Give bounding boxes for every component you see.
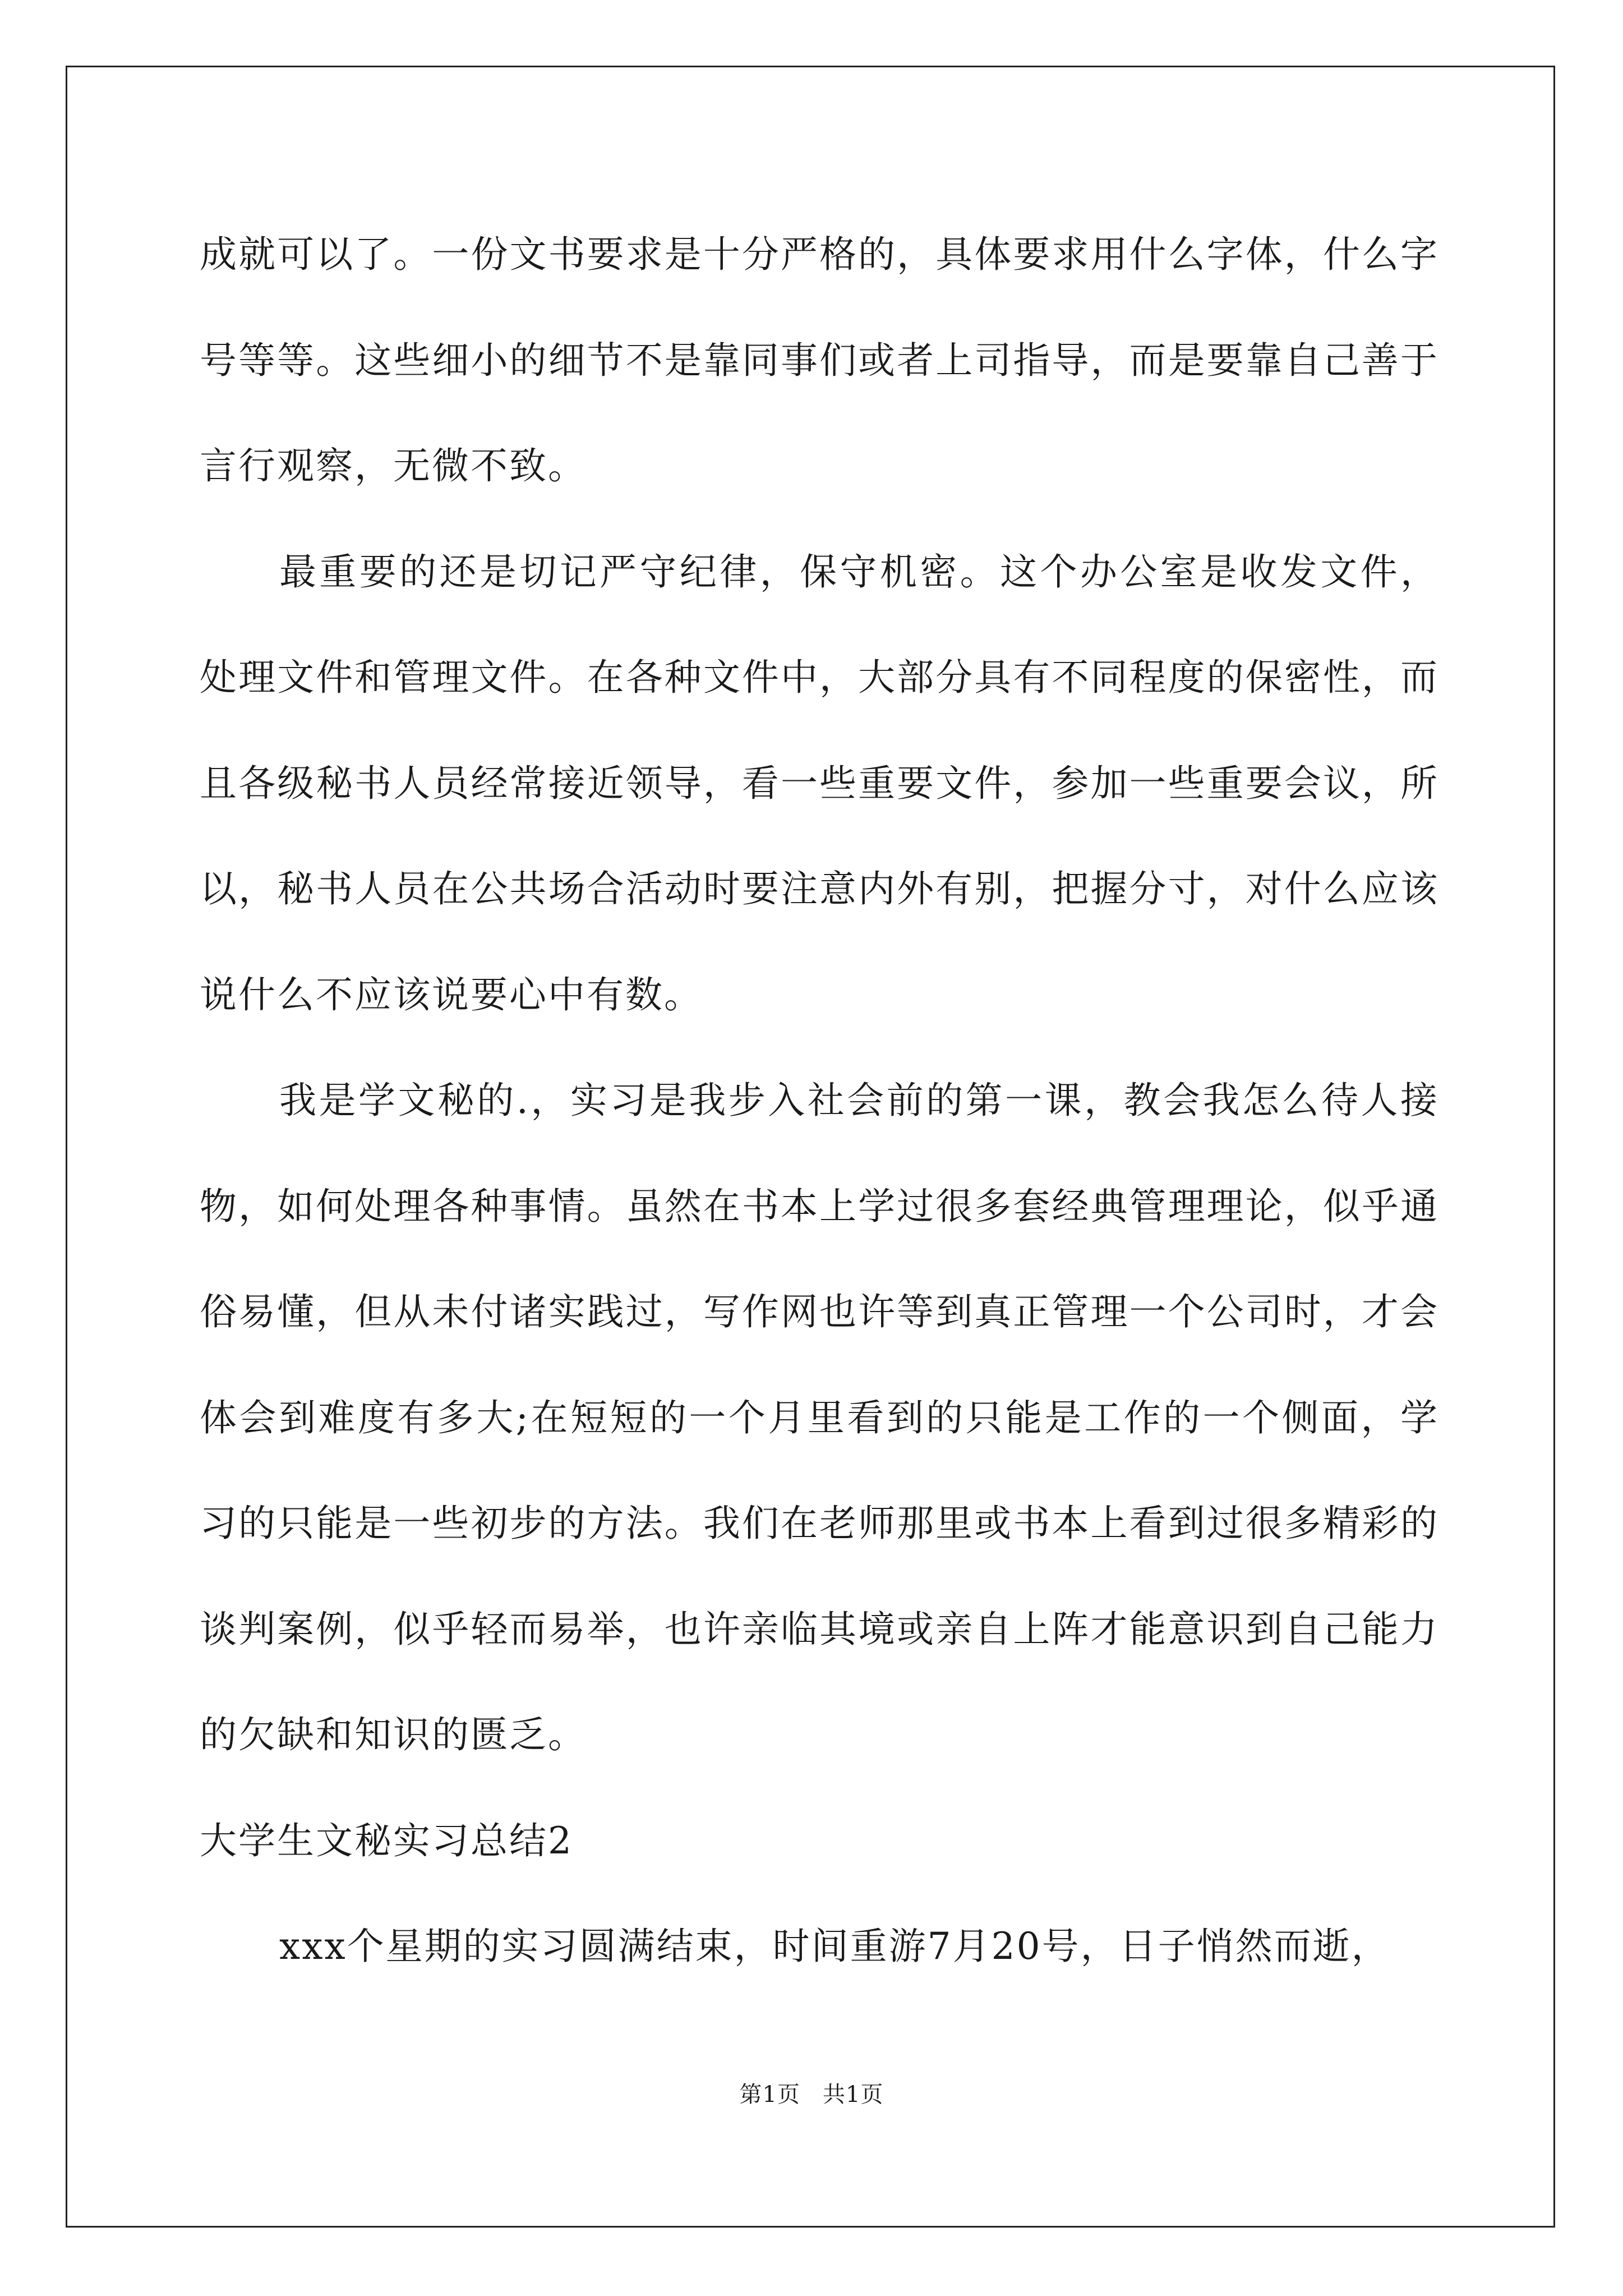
paragraph-internship-reflection: 我是学文秘的.，实习是我步入社会前的第一课，教会我怎么待人接物，如何处理各种事情。虽然在书本上学过很多套经典管理理论，似乎通俗易懂，但从未付诸实践过，写作网也许等到真正管理一个公司时，才会体会到难度有多大;在短短的一个月里看到的只能是工作的一个侧面，学习的只能是一些初步的方法。我们在老师那里或书本上看到过很多精彩的谈判案例，似乎轻而易举，也许亲临其境或亲自上阵才能意识到自己能力的欠缺和知识的匮乏。 bbox=[200, 1079, 1439, 1756]
page-footer bbox=[0, 2080, 1623, 2109]
document-body bbox=[200, 202, 1439, 2000]
page-number: 第1页 bbox=[739, 2082, 800, 2108]
page-total: 共1页 bbox=[823, 2082, 884, 2108]
paragraph-continuation: 成就可以了。一份文书要求是十分严格的，具体要求用什么字体，什么字号等等。这些细小的细节不是靠同事们或者上司指导，而是要靠自己善于言行观察，无微不致。 bbox=[200, 233, 1439, 487]
paragraph-summary-2-start: xxx个星期的实习圆满结束，时间重游7月20号，日子悄然而逝， bbox=[279, 1925, 1390, 1968]
section-heading: 大学生文秘实习总结2 bbox=[200, 1819, 573, 1862]
paragraph-confidentiality: 最重要的还是切记严守纪律，保守机密。这个办公室是收发文件，处理文件和管理文件。在各种文件中，大部分具有不同程度的保密性，而且各级秘书人员经常接近领导，看一些重要文件，参加一些重要会议，所以，秘书人员在公共场合活动时要注意内外有别，把握分寸，对什么应该说什么不应该说要心中有数。 bbox=[200, 550, 1439, 1016]
